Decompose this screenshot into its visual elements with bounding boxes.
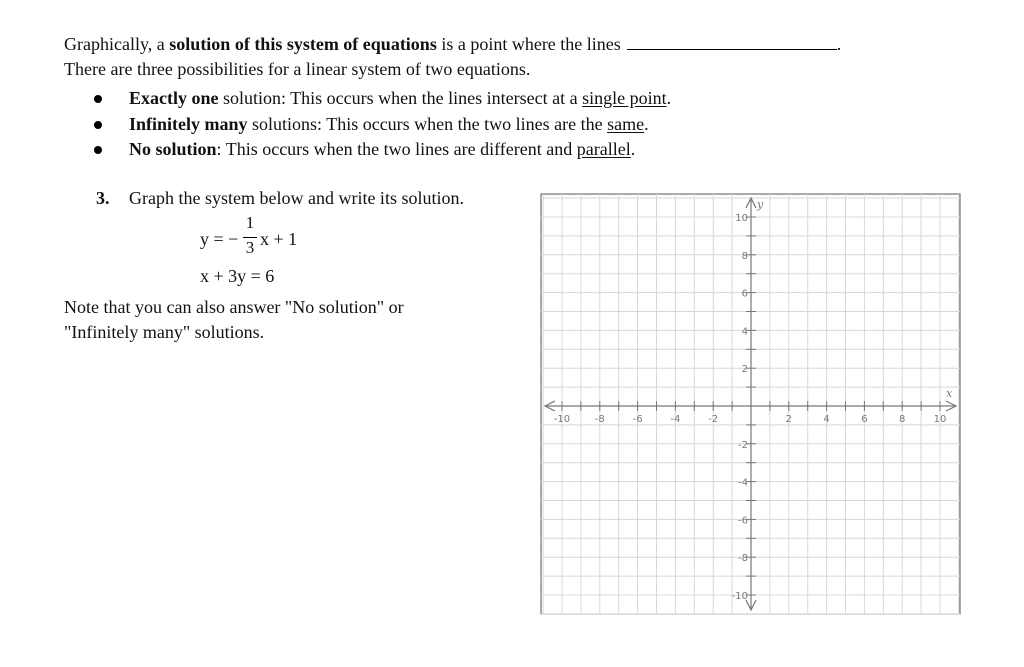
bullet-bold: Exactly one [129, 88, 219, 108]
eq1-lhs: y = − [200, 229, 239, 249]
problem-prompt: Graph the system below and write its solution. [129, 188, 464, 208]
y-tick-label: 4 [741, 326, 748, 338]
y-tick-label: 2 [741, 364, 748, 376]
intro-bold-term: solution of this system of equations [169, 34, 437, 54]
x-tick-label: 10 [933, 414, 947, 425]
y-tick-label: -8 [738, 553, 748, 565]
y-tick-label: 8 [741, 250, 748, 262]
x-tick-label: -4 [670, 414, 681, 425]
problem-number: 3. [96, 188, 110, 208]
bullet-end: . [644, 113, 649, 134]
y-tick-label: 10 [735, 213, 748, 224]
bullet-text: solutions: This occurs when the two lines are the [247, 113, 608, 134]
x-tick-label: 8 [899, 414, 906, 425]
x-tick-label: -2 [708, 414, 719, 425]
x-tick-label: -10 [553, 414, 571, 425]
eq1-denominator: 3 [245, 238, 255, 257]
y-axis-label: y [757, 198, 764, 211]
intro-text-start: Graphically, a [64, 34, 170, 54]
intro-text-end: is a point where the lines [436, 34, 621, 54]
bullet-bold: Infinitely many [129, 113, 248, 134]
x-tick-label: 4 [823, 414, 830, 425]
y-tick-label: -4 [738, 477, 748, 489]
x-axis-label: x [946, 387, 953, 400]
x-tick-label: 6 [861, 414, 868, 425]
bullet-end: . [630, 139, 636, 159]
bullet-end: . [666, 88, 672, 108]
bullet-underlined: same [607, 113, 645, 134]
x-tick-label: -6 [632, 414, 643, 425]
x-tick-label: -8 [594, 414, 605, 425]
intro-second-line: There are three possibilities for a linear system of two equations. [64, 59, 531, 79]
bullet-text: solution: This occurs when the lines intersect at a [218, 88, 583, 108]
eq2: x + 3y = 6 [200, 266, 275, 286]
eq1-numerator: 1 [245, 213, 255, 232]
y-tick-label: 6 [741, 288, 748, 300]
intro-period: . [836, 34, 842, 54]
y-tick-label: -2 [738, 439, 748, 451]
eq1-rhs: x + 1 [260, 229, 298, 249]
x-tick-label: 2 [785, 414, 792, 425]
y-tick-label: -6 [738, 515, 748, 527]
bullet-underlined: single point [582, 88, 667, 108]
y-tick-label: -10 [731, 591, 748, 602]
bullet-bold: No solution [129, 139, 217, 159]
bullet-text: : This occurs when the two lines are different and [216, 139, 577, 159]
note-line-1: Note that you can also answer "No solution" or [64, 297, 404, 317]
bullet-underlined: parallel [576, 139, 631, 159]
note-line-2: "Infinitely many" solutions. [64, 322, 265, 342]
